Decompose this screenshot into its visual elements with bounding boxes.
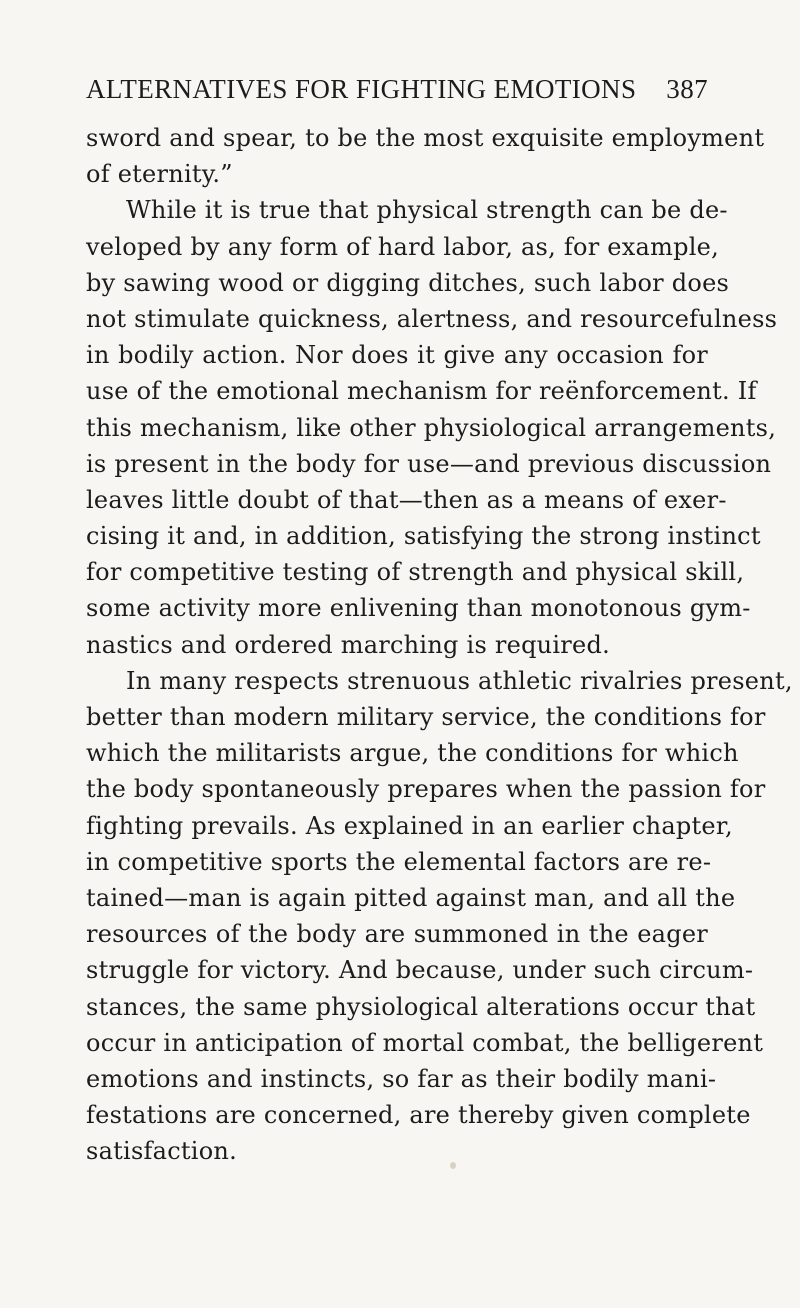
text-line: by sawing wood or digging ditches, such labor does [86,268,730,297]
text-line: stances, the same physiological alterations occur that [86,992,756,1021]
text-line: While it is true that physical strength can be de- [126,196,728,225]
text-line: in competitive sports the elemental factors are re- [86,847,712,876]
text-line: resources of the body are summoned in the eager [86,920,708,949]
text-line: emotions and instincts, so far as their bodily mani- [86,1064,717,1093]
running-head-title: ALTERNATIVES FOR FIGHTING EMOTIONS [86,74,637,104]
text-line: is present in the body for use—and previous discussion [86,449,772,478]
text-line: the body spontaneously prepares when the passion for [86,775,766,804]
text-line: in bodily action. Nor does it give any occasion for [86,341,708,370]
text-line: this mechanism, like other physiological arrangements, [86,413,777,442]
text-line: tained—man is again pitted against man, and all the [86,883,736,912]
text-line: festations are concerned, are thereby given complete [86,1101,751,1130]
text-line: not stimulate quickness, alertness, and resourcefulness [86,304,778,333]
text-line: nastics and ordered marching is required. [86,630,610,659]
text-line: fighting prevails. As explained in an earlier chapter, [86,811,733,840]
text-line: use of the emotional mechanism for reënforcement. If [86,377,757,406]
body-text [86,120,793,1169]
text-line: In many respects strenuous athletic rivalries present, [126,666,793,695]
paper-speck [450,1162,456,1169]
text-line: which the militarists argue, the conditions for which [86,739,739,768]
text-line: satisfaction. [86,1137,237,1166]
text-line: sword and spear, to be the most exquisite employment [86,124,765,152]
text-line: veloped by any form of hard labor, as, for example, [86,232,719,261]
page-number: 387 [666,74,708,104]
text-line: better than modern military service, the conditions for [86,703,766,731]
text-line: of eternity.” [86,160,233,189]
text-line: for competitive testing of strength and physical skill, [86,558,745,587]
text-line: leaves little doubt of that—then as a means of exer- [86,485,727,514]
text-line: struggle for victory. And because, under such circum- [86,956,754,985]
running-head [86,74,708,105]
text-line: occur in anticipation of mortal combat, the belligerent [86,1028,764,1057]
text-line: some activity more enlivening than monotonous gym- [86,594,751,623]
text-line: cising it and, in addition, satisfying the strong instinct [86,522,761,551]
